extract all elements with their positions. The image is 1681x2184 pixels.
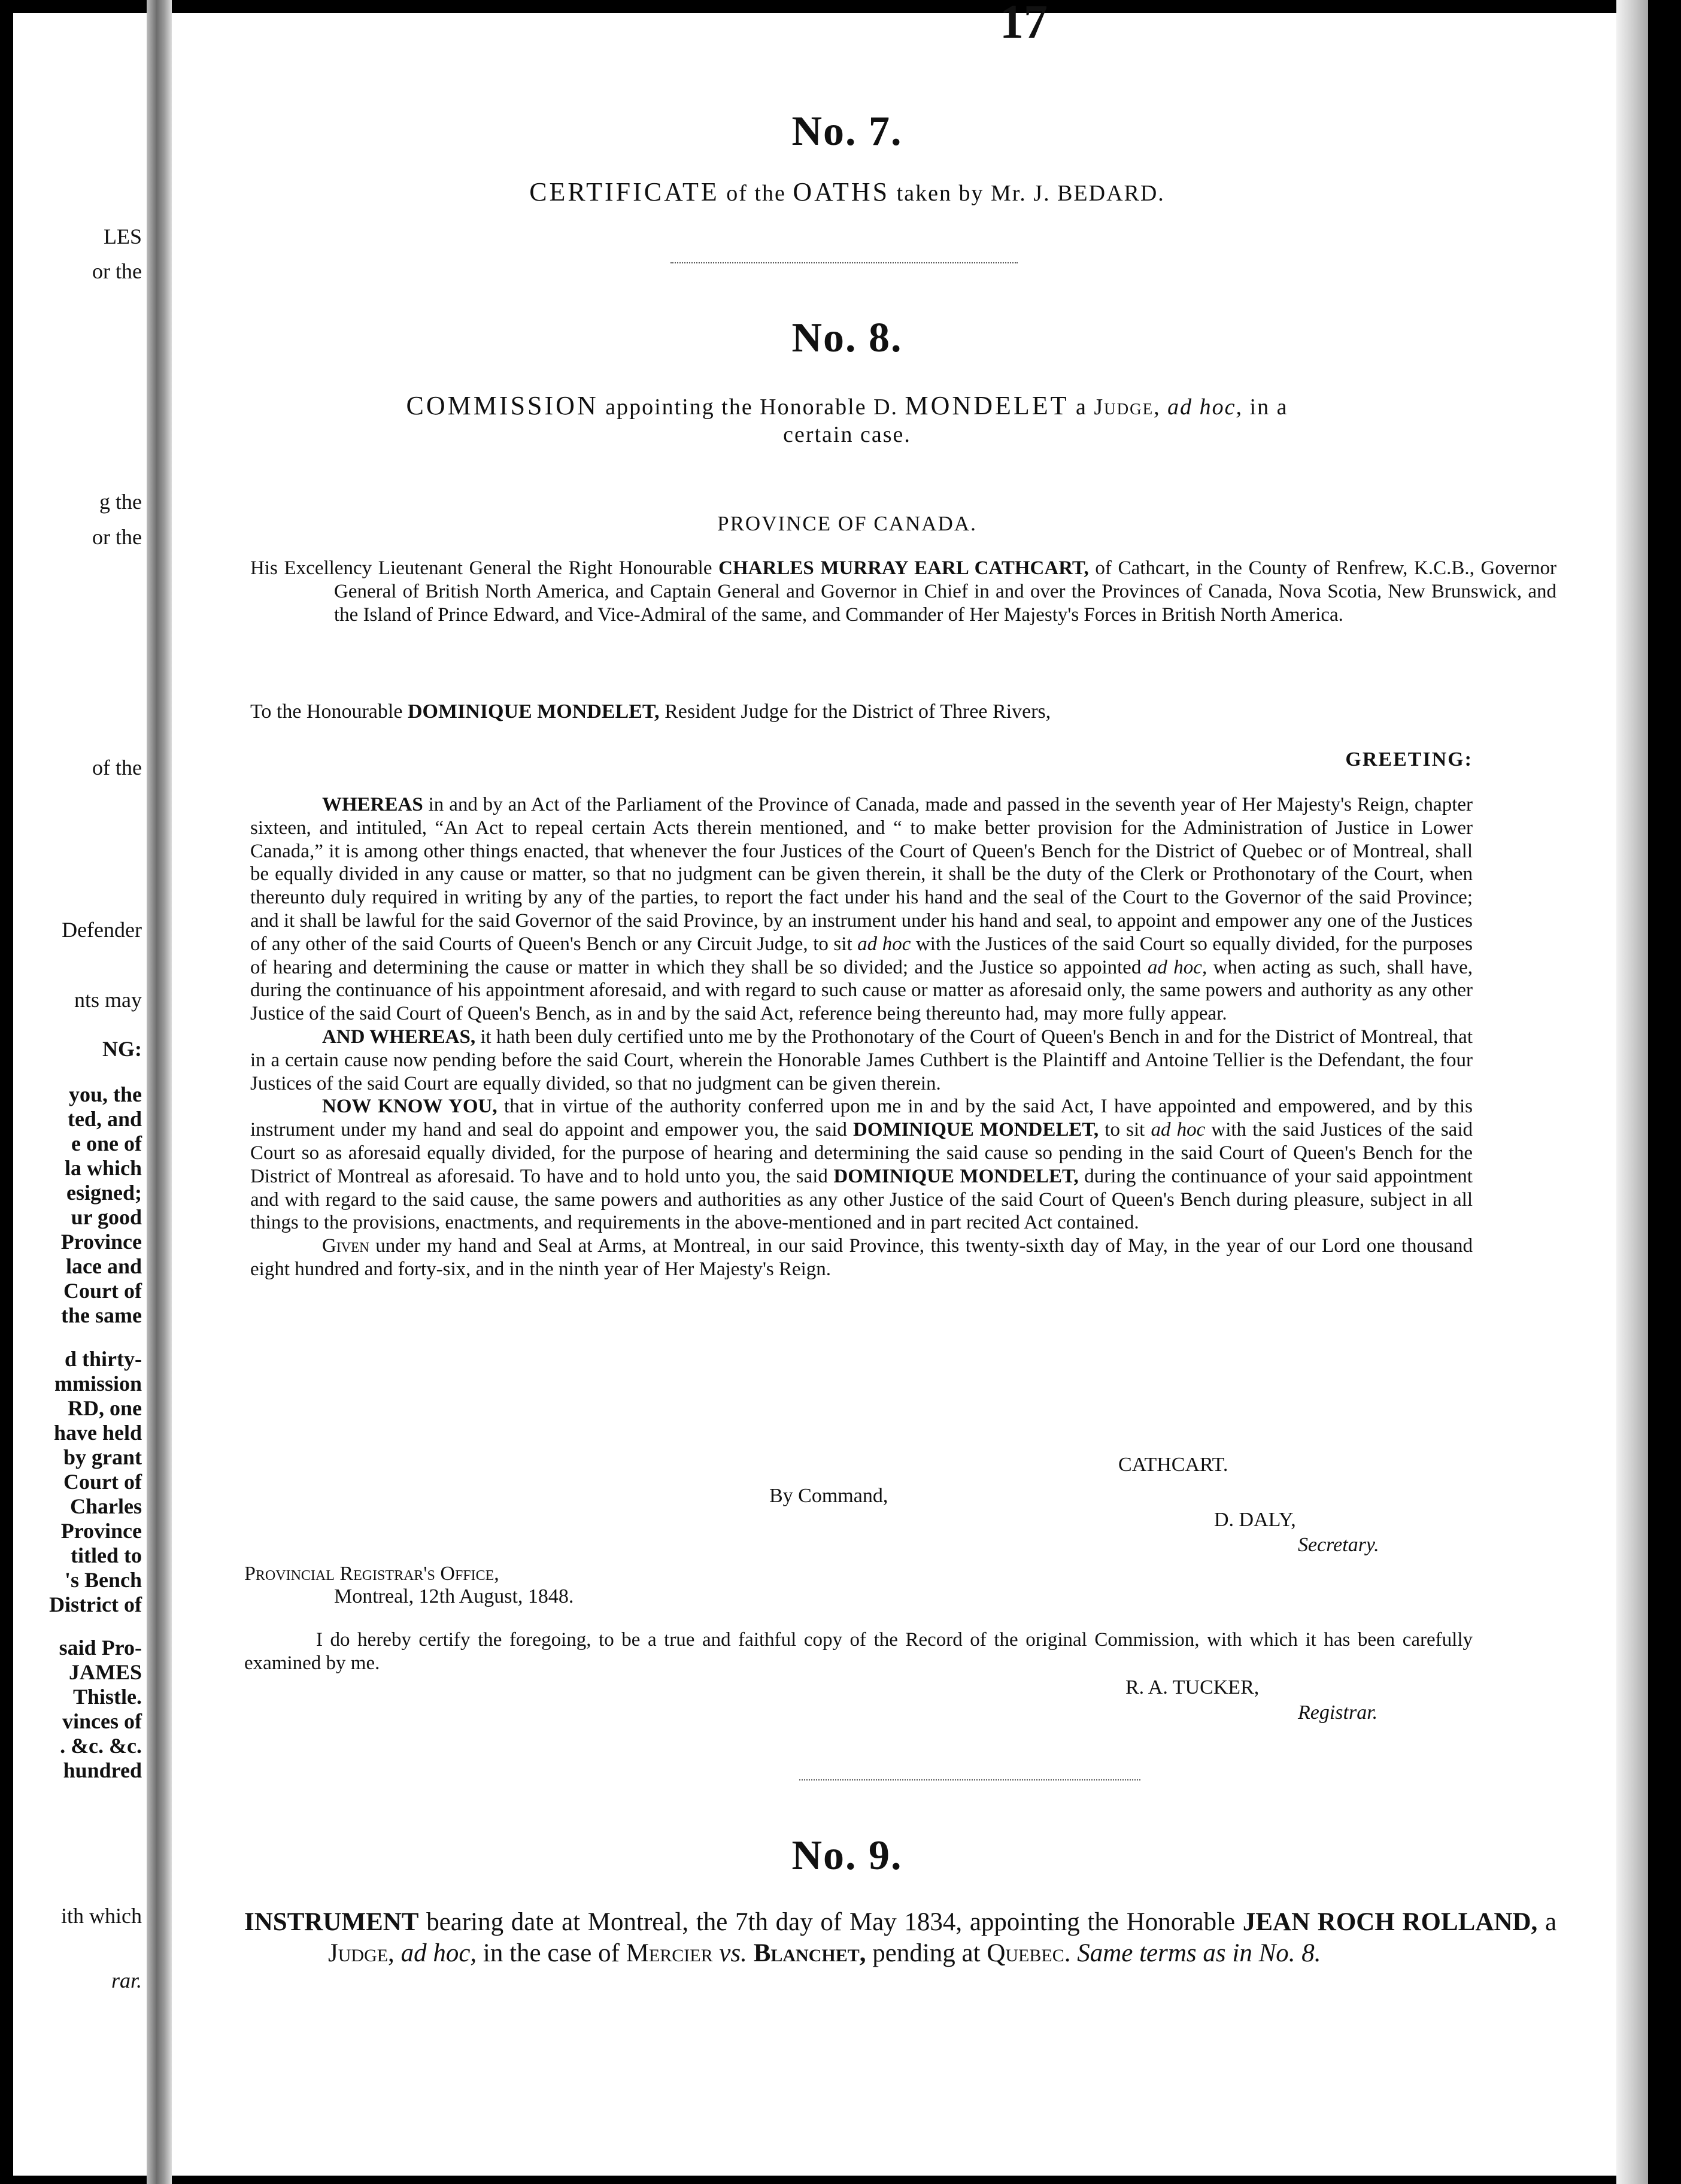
same-terms-note: Same terms as in No. 8. [1077, 1939, 1321, 1967]
fragment-line: d thirty- [65, 1347, 142, 1371]
paragraph-and-whereas [250, 1026, 1473, 1095]
fragment-line: said Pro- [59, 1636, 142, 1660]
judge-term: Judge, [328, 1939, 395, 1967]
adhoc-term: ad hoc, [1147, 956, 1207, 978]
party-name: Mercier [626, 1939, 713, 1967]
section-divider [670, 262, 1018, 265]
paragraph-now-know-you [250, 1095, 1473, 1234]
excellency-text: of Cathcart, in the County of Renfrew, K.C.B., Governor General of British North America, and Captain General and Governor in Chief in and over the Provinces of Canada, Nova Scotia, New Brunswick, and the Island of Prince Edward, and Vice-Admiral of the same, and Commander of Her Majesty's Forces in British North America. [334, 557, 1557, 626]
fragment-line: Court of [63, 1470, 142, 1494]
fragment-line: mmission [54, 1372, 142, 1396]
registrar-name: R. A. TUCKER, [1125, 1676, 1260, 1698]
no7-caption-end: taken by Mr. J. BEDARD. [896, 181, 1165, 206]
fragment-line: Thistle. [72, 1685, 142, 1709]
no7-caption [174, 178, 1521, 207]
adhoc-term: ad hoc, [400, 1939, 477, 1967]
fragment-line: Charles [70, 1494, 142, 1518]
lead-word: Given [322, 1235, 369, 1257]
lead-word: NOW KNOW YOU, [322, 1096, 497, 1118]
governor-name: CHARLES MURRAY EARL CATHCART, [718, 557, 1089, 579]
paragraph-text: in the case of [483, 1939, 620, 1967]
paragraph-given [250, 1234, 1473, 1281]
fragment-line: g the [99, 490, 142, 514]
secretary-name: D. DALY, [1214, 1509, 1296, 1531]
paragraph-text: to sit [1105, 1119, 1145, 1141]
fragment-line: nts may [74, 988, 142, 1012]
fragment-line: e one of [71, 1132, 142, 1155]
fragment-line: . &c. &c. [60, 1734, 142, 1758]
no9-paragraph [244, 1907, 1556, 1969]
office-line-2: Montreal, 12th August, 1848. [334, 1585, 574, 1607]
book-gutter [147, 0, 172, 2184]
no7-caption-mid: of the [726, 181, 786, 206]
excellency-paragraph [250, 557, 1556, 626]
by-command: By Command, [769, 1485, 888, 1507]
lead-word: WHEREAS [322, 794, 423, 815]
address-line [250, 700, 1051, 723]
paragraph-text: when acting as such, shall have, during the continuance of his appointment aforesaid, and with regard to such cause or matter as aforesaid only, the same powers and authority as any other Justice of the said Court of Queen's Bench, as in and by the said Act, reference being thereunto had, may more fully appear. [250, 956, 1473, 1025]
fragment-line: 's Bench [64, 1568, 142, 1592]
fragment-line: you, the [68, 1082, 142, 1106]
no8-caption-name: MONDELET [905, 391, 1069, 420]
registrar-title: Registrar. [1298, 1701, 1378, 1724]
lead-word: INSTRUMENT [244, 1908, 419, 1936]
no8-heading: No. 8. [791, 315, 903, 361]
adhoc-term: ad hoc [1151, 1119, 1206, 1141]
commission-body [250, 793, 1473, 1281]
fragment-line: District of [49, 1592, 142, 1616]
lead-word: AND WHEREAS, [322, 1026, 476, 1048]
fragment-line: lace and [65, 1254, 142, 1278]
fragment-line: the same [61, 1303, 142, 1327]
paragraph-text: a [1545, 1908, 1557, 1936]
fragment-line: Province [60, 1519, 142, 1543]
excellency-text: His Excellency Lieutenant General the Right Honourable [250, 557, 712, 579]
paragraph-text: pending at [872, 1939, 981, 1967]
versus: vs. [719, 1939, 747, 1967]
fragment-line: titled to [71, 1543, 142, 1567]
fragment-line: vinces of [62, 1709, 142, 1733]
office-line-1: Provincial Registrar's Office, [244, 1563, 499, 1585]
paragraph-text: that in virtue of the authority conferred upon me in and by the said Act, I have appointed and empowered, and by this instrument under my hand and seal do appoint and empower you, the said [250, 1096, 1473, 1141]
judge-name: DOMINIQUE MONDELET, [853, 1119, 1099, 1141]
greeting: GREETING: [1345, 748, 1473, 771]
page-edge [1616, 0, 1648, 2184]
fragment-line: ur good [71, 1205, 142, 1229]
address-text: To the Honourable [250, 700, 403, 723]
no8-caption-adhoc: ad hoc, [1167, 395, 1243, 420]
no7-caption-word2: OATHS [793, 177, 890, 207]
no7-heading: No. 7. [791, 108, 903, 154]
fragment-line: by grant [63, 1445, 142, 1469]
fragment-line: NG: [102, 1037, 142, 1061]
fragment-line: of the [92, 756, 142, 779]
fragment-line: ith which [61, 1904, 142, 1928]
no8-caption-text: in a [1249, 395, 1288, 420]
fragment-line: ted, and [67, 1107, 142, 1131]
paragraph-text: in and by an Act of the Parliament of the Province of Canada, made and passed in the seventh year of Her Majesty's Reign, chapter sixteen, and intituled, “An Act to repeal certain Acts therein mentioned, and “ to make better provision for the Administration of Justice in Lower Canada,” it is among other things enacted, that whenever the four Justices of the Court of Queen's Bench for the District of Quebec or of Montreal, shall be equally divided in any cause or matter, so that no judgment can be given therein, it shall be the duty of the Clerk or Prothonotary of the Court, when thereunto duly required in writing by any of the parties, to report the fact under his hand and the seal of the Court to the Governor of the said Province; and it shall be lawful for the said Governor of the said Province, by an instrument under his hand and seal, to appoint and empower any one of the Justices of any other of the said Courts of Queen's Bench or any Circuit Judge, to sit [250, 794, 1473, 955]
no8-caption-line2: certain case. [783, 422, 911, 447]
fragment-line: Court of [63, 1279, 142, 1303]
paragraph-text: with the Justices of the said Court so equally divided, for the purposes of hearing and determining the cause or matter in which they shall be so divided; and the Justice so appointed [250, 933, 1473, 978]
judge-name: JEAN ROCH ROLLAND, [1242, 1908, 1538, 1936]
scan-border-right [1648, 0, 1681, 2184]
no8-caption-text: appointing the Honorable D. [605, 395, 899, 420]
fragment-line: Defender [62, 918, 142, 942]
left-page-fragments [0, 0, 147, 2184]
paragraph-text: bearing date at Montreal, the 7th day of May 1834, appointing the Honorable [426, 1908, 1236, 1936]
certification-text: I do hereby certify the foregoing, to be a true and faithful copy of the Record of the original Commission, with which it has been carefully examined by me. [244, 1629, 1473, 1674]
signer-name: CATHCART. [1118, 1454, 1228, 1476]
paragraph-text: it hath been duly certified unto me by the Prothonotary of the Court of Queen's Bench in and for the District of Montreal, that in a certain cause now pending before the said Court, wherein the Honorable James Cuthbert is the Plaintiff and Antoine Tellier is the Defendant, the four Justices of the said Court are equally divided, so that no judgment can be given therein. [250, 1026, 1473, 1094]
fragment-line: or the [92, 259, 142, 283]
place-name: Quebec. [987, 1939, 1071, 1967]
judge-name: DOMINIQUE MONDELET, [833, 1165, 1079, 1187]
adhoc-term: ad hoc [857, 933, 911, 955]
section-divider [799, 1779, 1140, 1782]
paragraph-text: under my hand and Seal at Arms, at Montreal, in our said Province, this twenty-sixth day of May, in the year of our Lord one thousand eight hundred and forty-six, and in the ninth year of Her Majesty's Reign. [250, 1235, 1473, 1280]
fragment-line: Province [60, 1230, 142, 1254]
no8-caption-text: a [1075, 395, 1087, 420]
no8-caption-word1: COMMISSION [406, 391, 599, 420]
fragment-line: rar. [111, 1968, 142, 1992]
fragment-line: LES [103, 225, 142, 248]
paragraph-text: with the said Justices of the said Court so as aforesaid equally divided, for the purpose of hearing and determining the said cause so pending in the said Court of Queen's Bench for the District of Montreal as aforesaid. To have and to hold unto you, the said [250, 1119, 1473, 1187]
fragment-line: esigned; [66, 1181, 142, 1205]
province-heading: PROVINCE OF CANADA. [717, 512, 977, 535]
paragraph-text: during the continuance of your said appointment and with regard to the said cause, the same powers and authorities as any other Justice of the said Court of Queen's Bench during pleasure, subject in all things to the provisions, enactments, and requirements in the above-mentioned and in part recited Act contained. [250, 1165, 1473, 1234]
fragment-line: hundred [63, 1758, 142, 1782]
fragment-line: la which [64, 1156, 142, 1180]
no7-caption-word1: CERTIFICATE [529, 177, 720, 207]
paragraph-whereas [250, 793, 1473, 1026]
fragment-line: have held [53, 1421, 142, 1445]
fragment-line: or the [92, 525, 142, 549]
fragment-line: RD, one [68, 1396, 142, 1420]
address-text: Resident Judge for the District of Three Rivers, [664, 700, 1051, 723]
party-name: Blanchet, [753, 1939, 866, 1967]
no8-caption [233, 392, 1461, 448]
no8-caption-judge: Judge, [1094, 395, 1161, 420]
judge-name: DOMINIQUE MONDELET, [407, 700, 660, 723]
secretary-title: Secretary. [1298, 1534, 1379, 1556]
no9-heading: No. 9. [791, 1833, 903, 1879]
fragment-line: JAMES [68, 1660, 142, 1684]
page-number: 17 [1000, 0, 1048, 48]
right-page [174, 0, 1616, 2184]
